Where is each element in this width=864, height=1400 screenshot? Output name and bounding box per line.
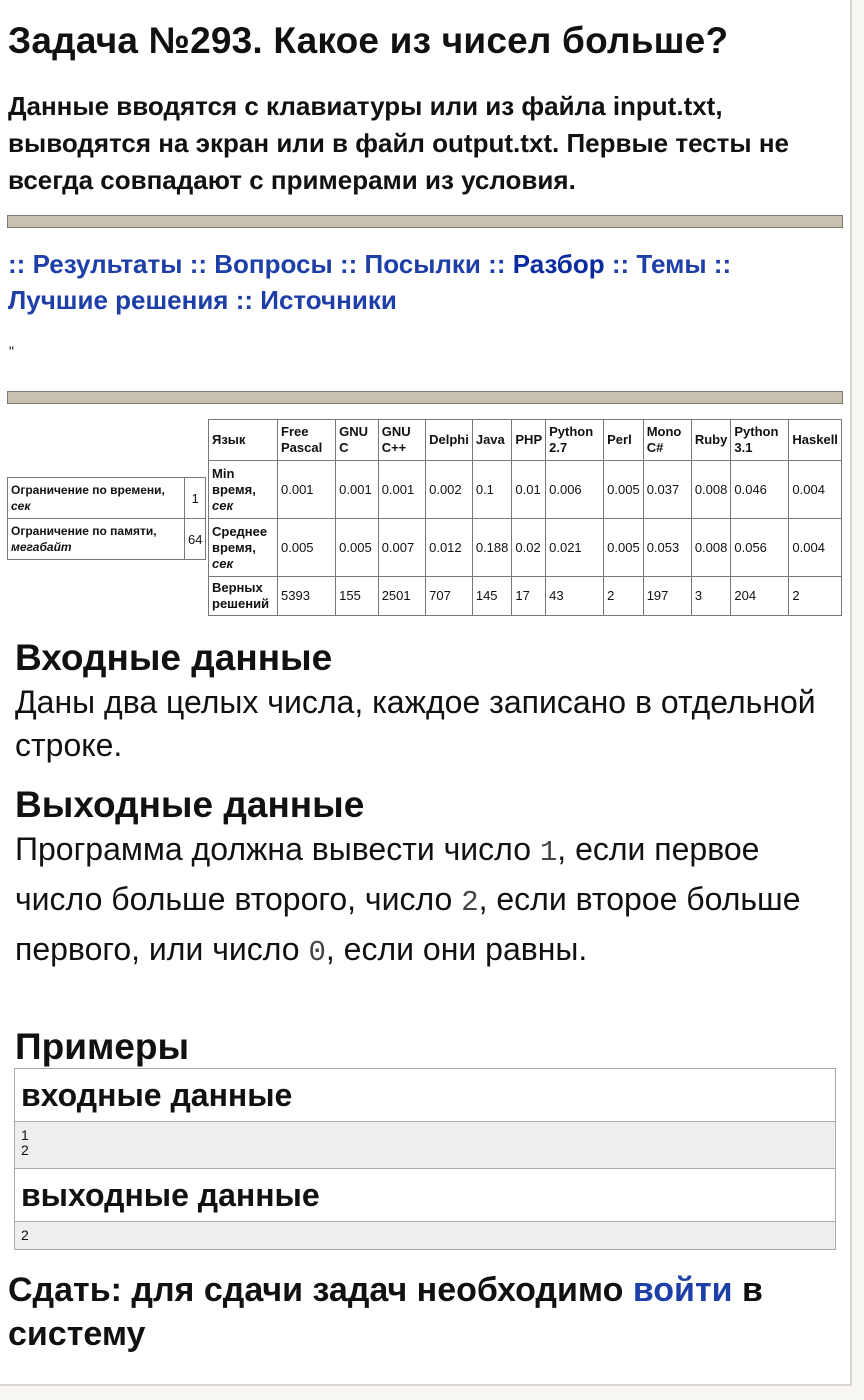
stat-cell: 0.007: [378, 519, 425, 577]
input-text: Даны два целых числа, каждое записано в отдельной строке.: [15, 684, 816, 763]
lang-header-cell: Haskell: [789, 420, 842, 461]
time-limit-label: Ограничение по времени, сек: [8, 478, 185, 519]
examples-heading: Примеры: [15, 1026, 190, 1067]
stat-cell: 0.056: [731, 519, 789, 577]
stat-cell: 0.001: [378, 461, 425, 519]
lang-header-cell: Ruby: [691, 420, 731, 461]
nav-results-link[interactable]: Результаты: [32, 249, 183, 279]
stat-cell: 155: [336, 577, 379, 616]
memory-limit-value: 64: [185, 519, 206, 560]
stat-cell: 0.005: [604, 519, 644, 577]
input-heading: Входные данные: [15, 637, 333, 678]
stat-cell: 0.046: [731, 461, 789, 519]
stat-cell: 17: [512, 577, 546, 616]
stat-cell: 0.01: [512, 461, 546, 519]
example-output-line: 2: [21, 1227, 29, 1243]
stat-cell: 0.002: [426, 461, 473, 519]
stat-cell: 0.053: [643, 519, 691, 577]
time-limit-value: 1: [185, 478, 206, 519]
stat-cell: 5393: [278, 577, 336, 616]
examples-table: [14, 1068, 836, 1250]
stat-cell: 0.001: [336, 461, 379, 519]
min-time-label: Min время, сек: [209, 461, 278, 519]
stat-cell: 0.012: [426, 519, 473, 577]
submit-notice: Сдать: для сдачи задач необходимо войти в систему: [8, 1271, 763, 1353]
table-row: [209, 461, 842, 519]
stat-cell: 0.005: [278, 519, 336, 577]
stat-cell: 43: [546, 577, 604, 616]
stat-cell: 707: [426, 577, 473, 616]
stat-cell: 204: [731, 577, 789, 616]
stat-cell: 0.188: [472, 519, 512, 577]
stat-cell: 145: [472, 577, 512, 616]
table-row: [8, 519, 206, 560]
output-text: Программа должна вывести число 1, если первое число больше второго, число 2, если второе больше первого, или число 0, если они равны.: [15, 831, 801, 969]
lang-header-cell: PHP: [512, 420, 546, 461]
nav-best-solutions-link[interactable]: Лучшие решения: [8, 285, 229, 315]
io-info: Данные вводятся с клавиатуры или из файла input.txt, выводятся на экран или в файл output.txt. Первые тесты не всегда совпадают с примерами из условия.: [8, 91, 789, 195]
divider-top: [7, 215, 843, 228]
stat-cell: 0.004: [789, 461, 842, 519]
lang-header-cell: Perl: [604, 420, 644, 461]
example-input-label: входные данные: [15, 1069, 835, 1122]
lang-header-cell: Free Pascal: [278, 420, 336, 461]
lang-header-cell: Delphi: [426, 420, 473, 461]
avg-time-label: Среднее время, сек: [209, 519, 278, 577]
lang-header-cell: Python 3.1: [731, 420, 789, 461]
stat-cell: 0.005: [336, 519, 379, 577]
memory-limit-label: Ограничение по памяти, мегабайт: [8, 519, 185, 560]
example-input-line: 2: [21, 1142, 29, 1158]
lang-header-cell: Java: [472, 420, 512, 461]
stat-cell: 197: [643, 577, 691, 616]
table-row: [209, 420, 842, 461]
output-heading: Выходные данные: [15, 784, 365, 825]
nav-topics-link[interactable]: Темы: [636, 249, 707, 279]
example-output-block: [15, 1222, 835, 1249]
lang-header-cell: Mono C#: [643, 420, 691, 461]
stat-cell: 2: [604, 577, 644, 616]
stat-cell: 0.004: [789, 519, 842, 577]
example-input-block: [15, 1122, 835, 1169]
stat-cell: 0.021: [546, 519, 604, 577]
stat-cell: 0.02: [512, 519, 546, 577]
stat-cell: 0.008: [691, 461, 731, 519]
stat-cell: 0.006: [546, 461, 604, 519]
nav-sources-link[interactable]: Источники: [260, 285, 397, 315]
stat-cell: 3: [691, 577, 731, 616]
nav-submissions-link[interactable]: Посылки: [364, 249, 481, 279]
table-row: [209, 577, 842, 616]
example-output-label: выходные данные: [15, 1169, 835, 1222]
lang-header: Язык: [209, 420, 278, 461]
login-link[interactable]: войти: [632, 1271, 733, 1309]
language-stats-table: [208, 419, 842, 616]
lang-header-cell: GNU C: [336, 420, 379, 461]
limits-table: [7, 477, 206, 560]
stat-cell: 2: [789, 577, 842, 616]
nav-analysis-link[interactable]: Разбор: [512, 249, 605, 279]
stat-cell: 2501: [378, 577, 425, 616]
accepted-count-label: Верных решений: [209, 577, 278, 616]
stat-cell: 0.001: [278, 461, 336, 519]
problem-nav: :: Результаты :: Вопросы :: Посылки :: Разбор :: Темы :: Лучшие решения :: Источники: [8, 249, 732, 315]
lang-header-cell: Python 2.7: [546, 420, 604, 461]
stat-cell: 0.1: [472, 461, 512, 519]
divider-bottom: [7, 391, 843, 404]
stat-cell: 0.008: [691, 519, 731, 577]
page-title: Задача №293. Какое из чисел больше?: [8, 20, 729, 61]
example-input-line: 1: [21, 1127, 29, 1143]
table-row: [8, 478, 206, 519]
stat-cell: 0.037: [643, 461, 691, 519]
stat-cell: 0.005: [604, 461, 644, 519]
nav-questions-link[interactable]: Вопросы: [214, 249, 333, 279]
stray-quote: ": [9, 343, 14, 359]
table-row: [209, 519, 842, 577]
lang-header-cell: GNU C++: [378, 420, 425, 461]
